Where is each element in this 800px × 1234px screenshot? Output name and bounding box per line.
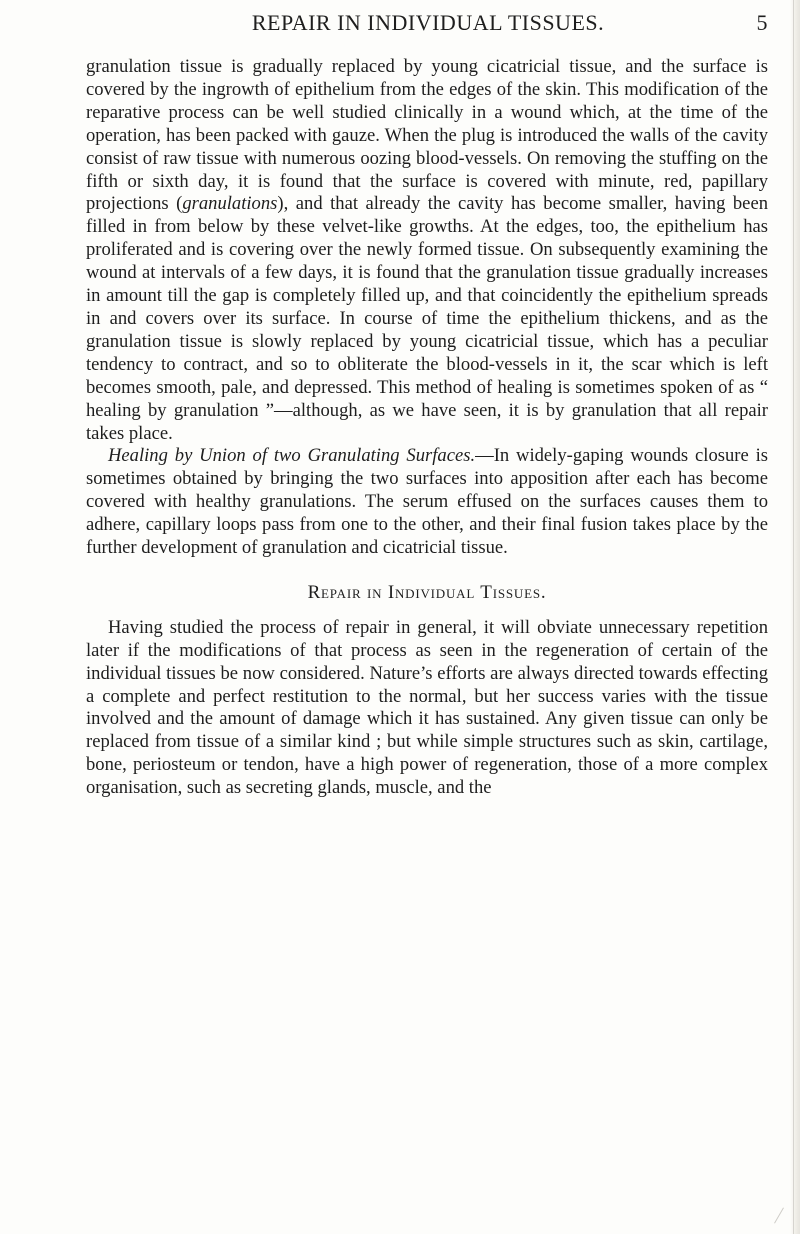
paragraph-text: granulation tissue is gradually replaced by young cicatricial tissue, and the surface is covered by the ingrowth of epithelium from the edges of the skin. This modification of the reparative process can be well studied clinically in a wound which, at the time of the operation, has been packed with gauze. When the plug is introduced the walls of the cavity consist of raw tissue with numerous oozing blood-vessels. On removing the stuffing on the fifth or sixth day, it is found that the surface is covered with minute, red, papillary projections ( bbox=[86, 56, 768, 215]
section-heading: Repair in Individual Tissues. bbox=[307, 581, 547, 603]
page-edge-line bbox=[793, 0, 794, 1234]
page-edge bbox=[790, 0, 800, 1234]
page-corner-mark bbox=[774, 1207, 784, 1223]
paragraph-individual-tissues bbox=[86, 617, 768, 800]
body-text bbox=[86, 56, 768, 800]
run-in-heading: Healing by Union of two Granulating Surfaces. bbox=[108, 445, 476, 467]
paragraph-union-of-granulating-surfaces bbox=[86, 445, 768, 560]
running-head bbox=[88, 6, 768, 40]
paragraph-text: ), and that already the cavity has become smaller, having been filled in from below by these velvet-like growths. At the edges, too, the epithelium has proliferated and is covering over the newly formed tissue. On subsequently examining the wound at intervals of a few days, it is found that the granulation tissue gradually increases in amount till the gap is completely filled up, and that coincidently the epithelium spreads in and covers over its surface. In course of time the epithelium thickens, and as the granulation tissue is slowly replaced by young cicatricial tissue, which has a peculiar tendency to contract, and so to obliterate the blood-vessels in it, the scar which is left becomes smooth, pale, and depressed. This method of healing is sometimes spoken of as “ healing by granulation ”—although, as we have seen, it is by granulation that all repair takes place. bbox=[86, 193, 768, 444]
italic-term-granulations: granulations bbox=[182, 193, 278, 215]
paragraph-granulation-healing bbox=[86, 56, 768, 445]
page-number: 5 bbox=[756, 10, 768, 35]
paragraph-text: Having studied the process of repair in general, it will obviate unnecessary repetition later if the modifications of that process as seen in the regeneration of certain of the individual tissues be now considered. Nature’s efforts are always directed towards effecting a complete and perfect restitution to the normal, but her success varies with the tissue involved and the amount of damage which it has sustained. Any given tissue can only be replaced from tissue of a similar kind ; but while simple structures such as skin, cartilage, bone, periosteum or tendon, have a high power of regeneration, those of a more complex organisation, such as secreting glands, muscle, and the bbox=[86, 616, 768, 799]
running-head-title: REPAIR IN INDIVIDUAL TISSUES. bbox=[251, 10, 605, 35]
paragraph-text: —In widely-gaping wounds closure is sometimes obtained by bringing the two surfaces into apposition after each has become covered with healthy granulations. The serum effused on the surfaces causes them to adhere, capillary loops pass from one to the other, and their final fusion takes place by the further development of granulation and cicatricial tissue. bbox=[86, 445, 768, 559]
